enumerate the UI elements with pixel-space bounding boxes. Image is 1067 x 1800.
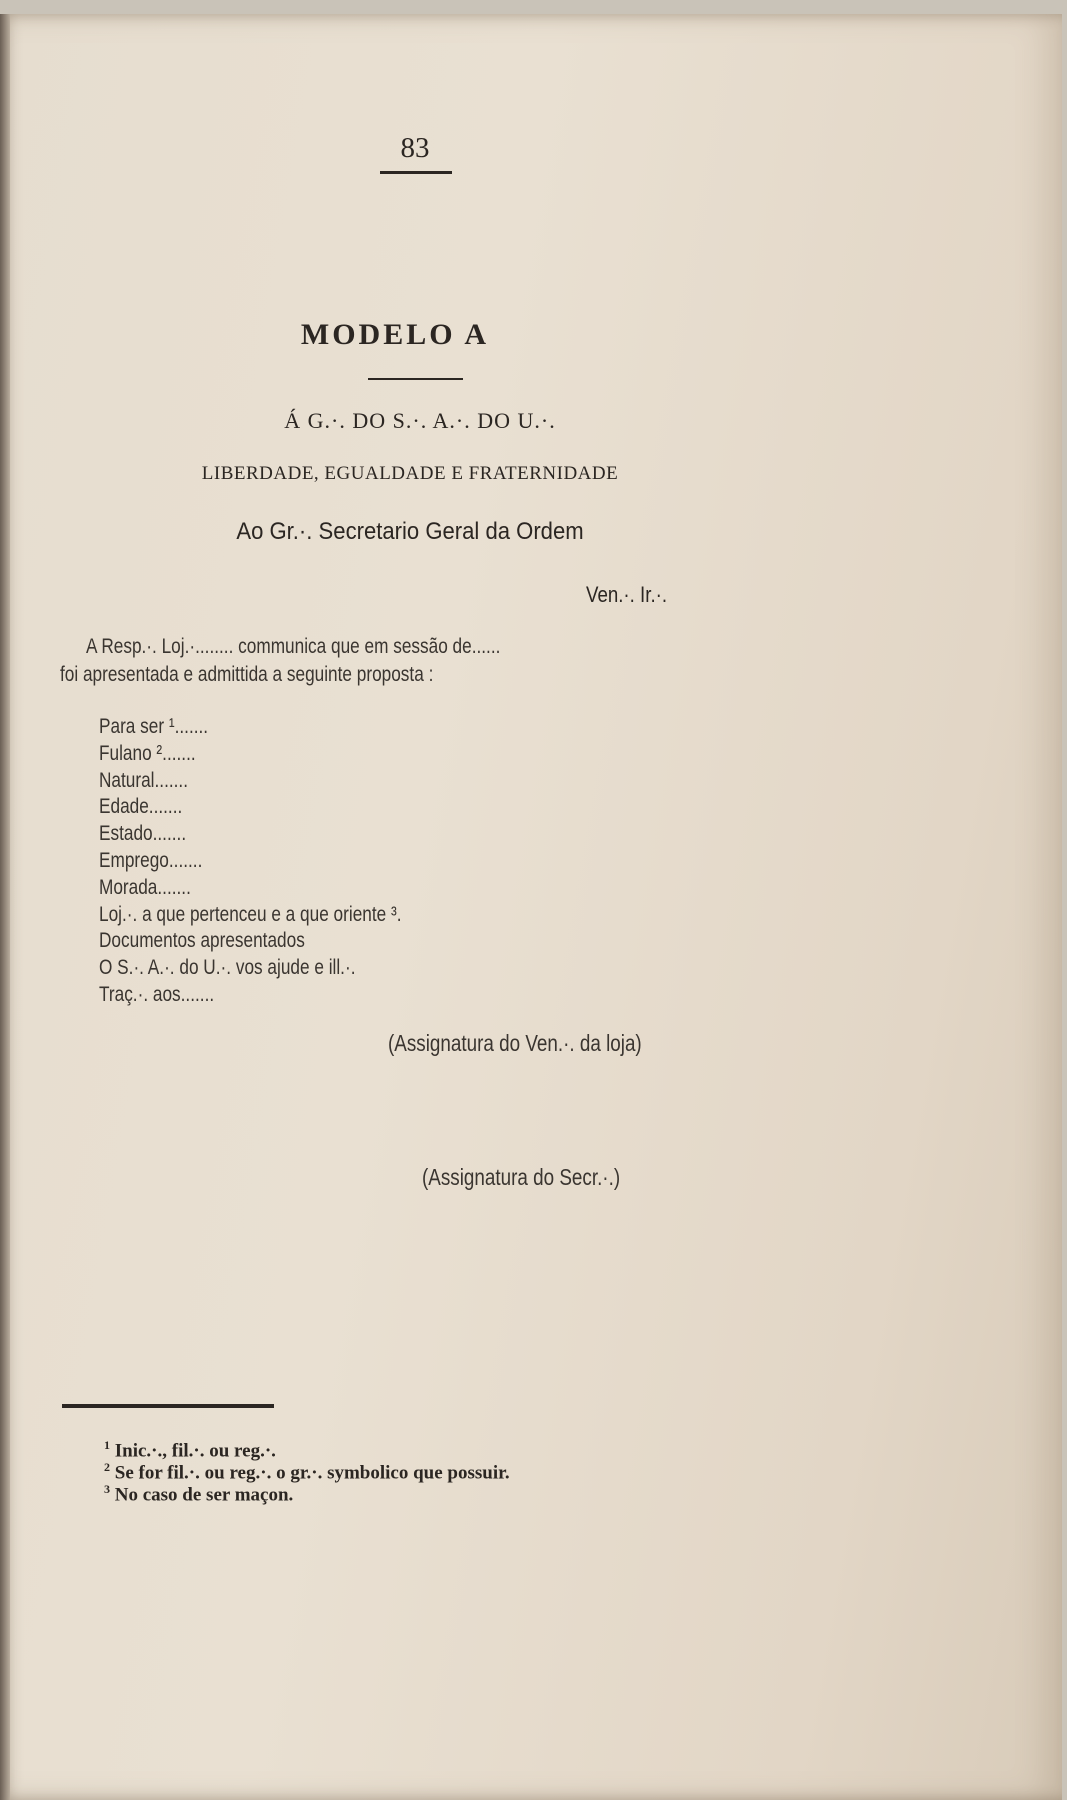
field-line: Estado....... <box>99 822 187 845</box>
footnote-mark: 1 <box>104 1438 110 1452</box>
footnote-1 <box>104 1438 276 1462</box>
field-line: O S.·. A.·. do U.·. vos ajude e ill.·. <box>99 956 356 979</box>
addressee: Ao Gr.·. Secretario Geral da Ordem <box>236 518 584 545</box>
motto: LIBERDADE, EGUALDADE E FRATERNIDADE <box>201 463 619 484</box>
footnote-rule <box>62 1404 274 1408</box>
footnote-text: No caso de ser maçon. <box>114 1484 294 1506</box>
signature-lodge: (Assignatura do Ven.·. da loja) <box>388 1030 642 1056</box>
signature-secretary: (Assignatura do Secr.·.) <box>422 1164 621 1190</box>
footnote-text: Se for fil.·. ou reg.·. o gr.·. symbolico que possuir. <box>114 1462 510 1484</box>
field-line: Traç.·. aos....... <box>99 983 215 1006</box>
footnote-mark: 3 <box>104 1482 110 1496</box>
field-line: Morada....... <box>99 876 191 899</box>
field-line: Documentos apresentados <box>99 929 305 952</box>
field-line: Fulano ²....... <box>99 742 196 765</box>
footnote-text: Inic.·., fil.·. ou reg.·. <box>114 1440 276 1462</box>
dedication: Á G.·. DO S.·. A.·. DO U.·. <box>284 408 556 433</box>
salutation: Ven.·. Ir.·. <box>586 582 668 607</box>
model-title: MODELO A <box>300 318 490 351</box>
page-number-rule <box>380 171 452 174</box>
page-number: 83 <box>400 132 430 164</box>
field-line: Natural....... <box>99 769 189 792</box>
field-line: Para ser ¹....... <box>99 715 209 738</box>
footnote-3 <box>104 1482 293 1506</box>
footnote-mark: 2 <box>104 1460 110 1474</box>
field-line: Edade....... <box>99 795 183 818</box>
field-line: Loj.·. a que pertenceu e a que oriente ³. <box>99 903 402 926</box>
footnote-2 <box>104 1460 510 1484</box>
intro-line-1: A Resp.·. Loj.·........ communica que em sessão de...... <box>86 635 501 658</box>
field-line: Emprego....... <box>99 849 203 872</box>
title-rule <box>368 378 463 380</box>
page-edge <box>0 14 10 1800</box>
intro-line-2: foi apresentada e admittida a seguinte proposta : <box>60 663 434 686</box>
